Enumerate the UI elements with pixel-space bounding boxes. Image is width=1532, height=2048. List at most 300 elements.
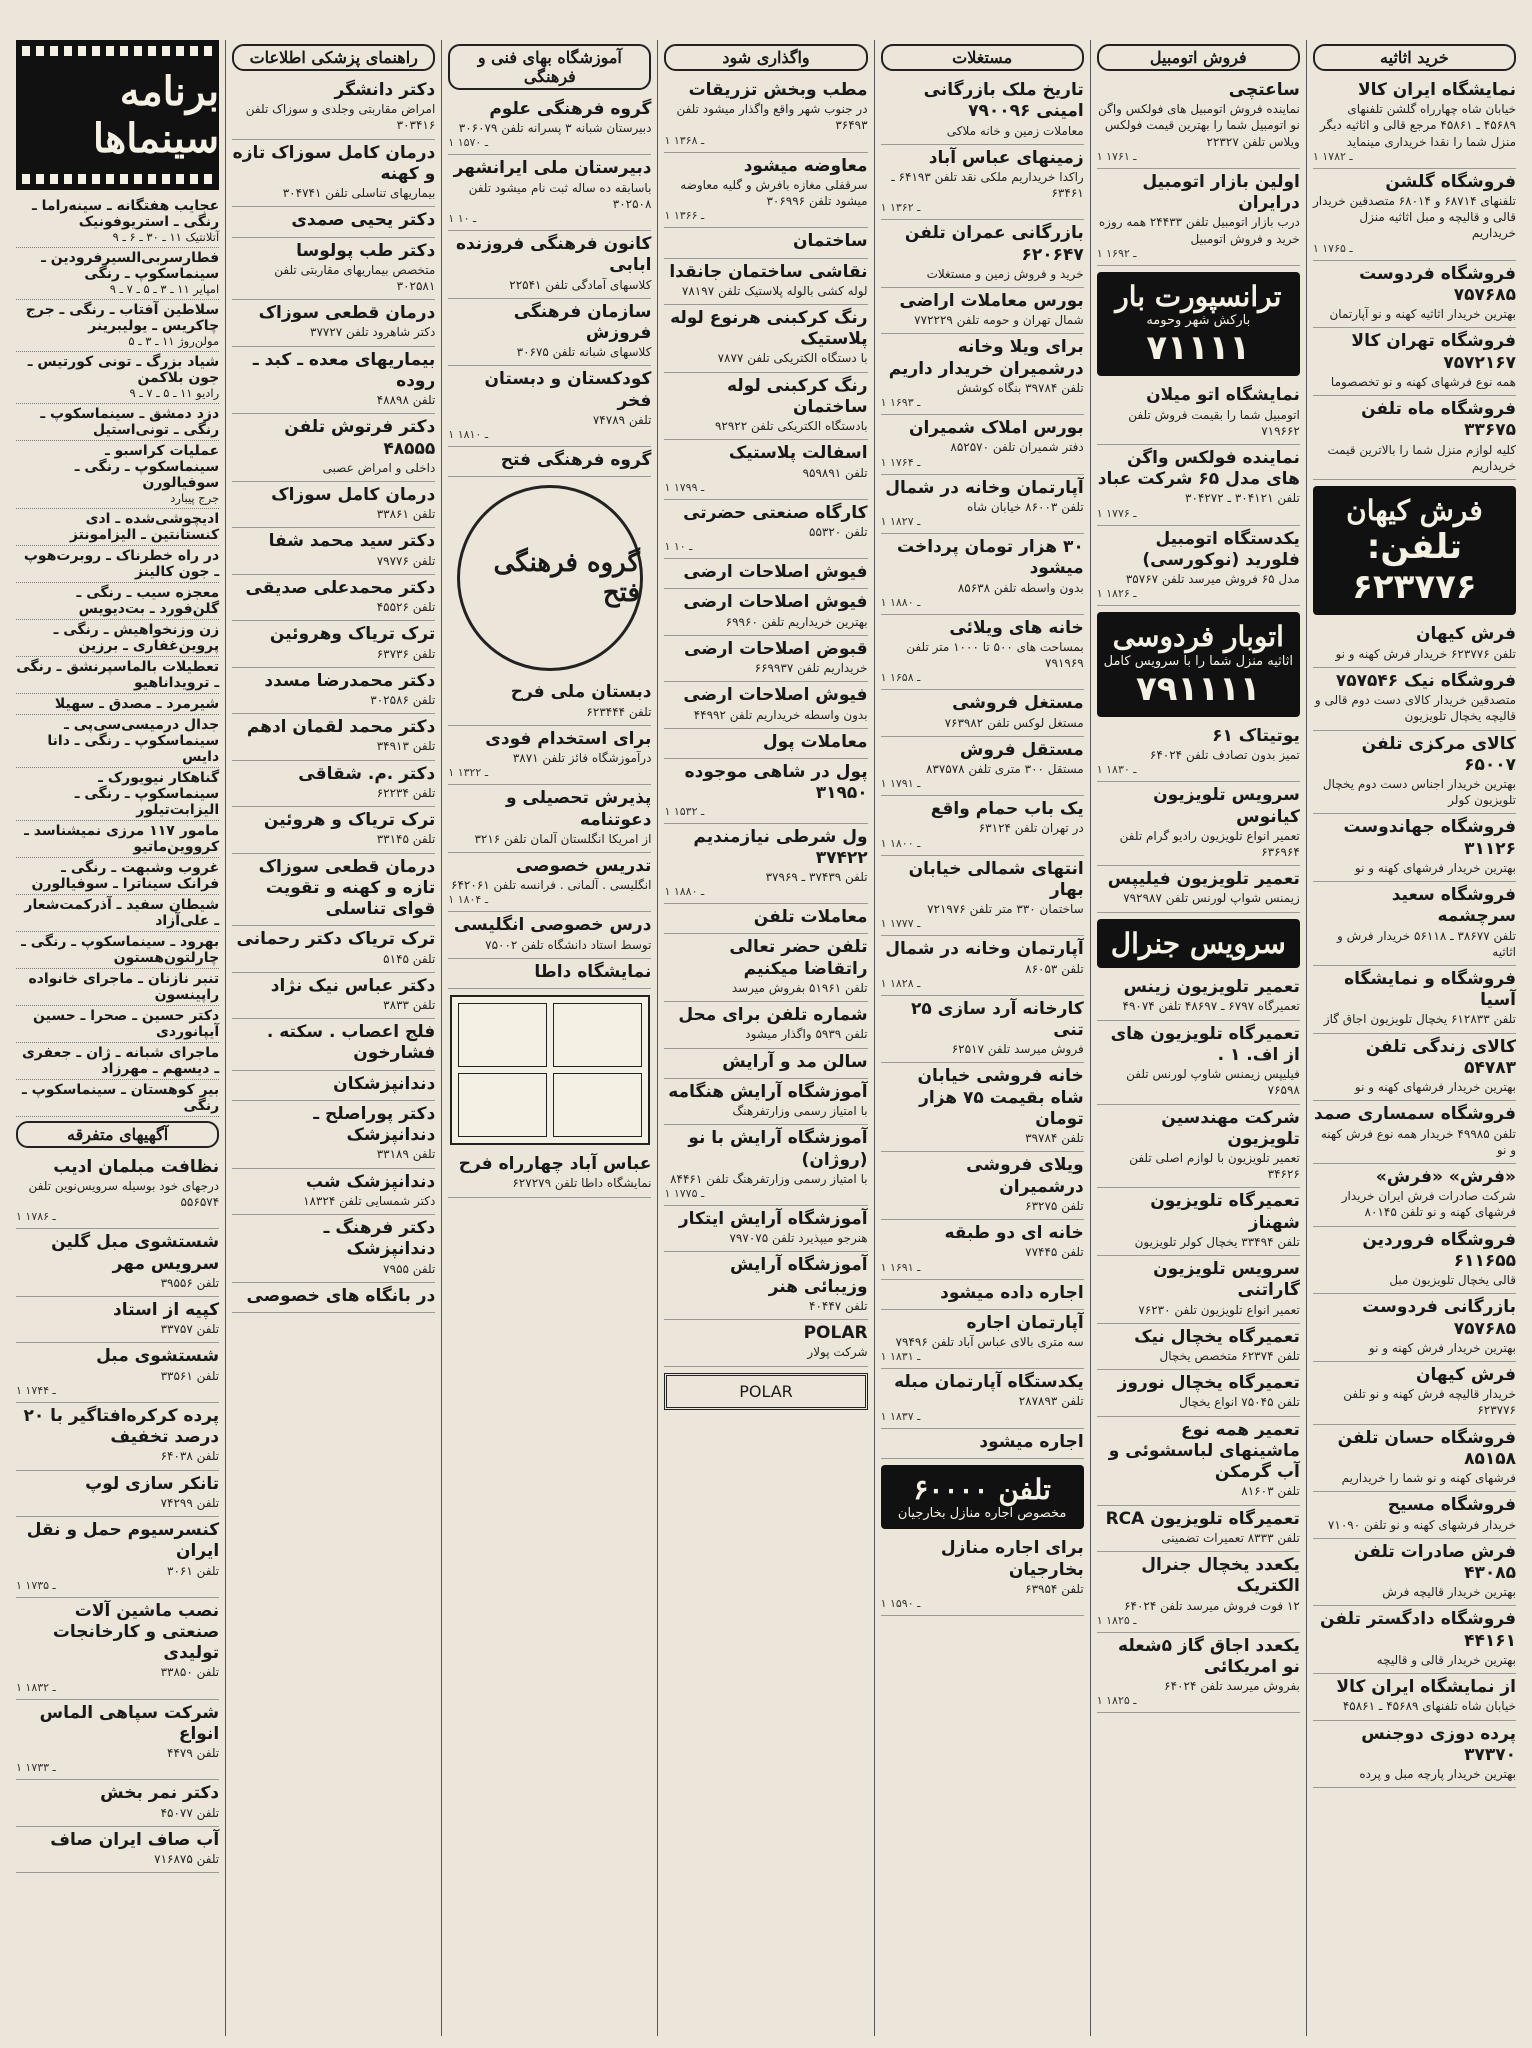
listing-item — [664, 934, 867, 1002]
listing-title: فروشگاه گلشن — [1385, 171, 1516, 192]
listing-body: تلفن ۶۲۳۷۷۶ خریدار فرش کهنه و نو — [1335, 646, 1516, 661]
listing-body: تعمیر انواع تلویزیون رادیو گرام تلفن ۶۳۶۹۶۴ — [1119, 828, 1300, 859]
listing-title: دکتر عباس نیک نژاد — [270, 975, 436, 996]
listing-code: ۱ ـ ۱۸۳۲ — [16, 1680, 56, 1694]
film-strip-top — [22, 46, 213, 56]
listing-title: دکتر محمدعلی صدیقی — [245, 577, 436, 598]
transport-display-ad — [1097, 272, 1300, 377]
listing-title: مستقل فروش — [959, 739, 1084, 760]
listing-title: نمایشگاه داطا — [534, 961, 652, 982]
listing-title: فروشگاه و نمایشگاه آسیا — [1344, 968, 1516, 1011]
listing-body: تلفن ۶۳۷۳۶ — [376, 646, 436, 661]
cinema-listing — [16, 657, 219, 694]
listing-body: تلفن ۴۹۹۸۵ خریدار همه نوع فرش کهنه و نو — [1320, 1126, 1516, 1157]
listing-item — [232, 140, 435, 208]
cinema-title-text: برنامه سینماها — [92, 68, 220, 162]
listing-code: ۱ ـ ۱۳۲۲ — [448, 766, 489, 780]
listing-item — [448, 155, 651, 231]
listing-item — [448, 231, 651, 299]
listing-body: دفتر شمیران تلفن ۸۵۲۵۷۰ — [950, 440, 1084, 455]
listing-body: تلفن ۳۰۶۱ — [167, 1563, 220, 1578]
listing-body: بفروش میرسد تلفن ۶۴۰۲۴ — [1164, 1679, 1300, 1694]
cinema-listing — [16, 300, 219, 352]
listing-title: ویلای فروشی درشمیران — [966, 1155, 1084, 1197]
listing-body: بدون واسطه تلفن ۸۵۶۳۸ — [957, 580, 1084, 595]
cinema-listing — [16, 768, 219, 821]
listing-body: فرشهای کهنه و نو شما را خریداریم — [1341, 1471, 1516, 1486]
listing-item — [1097, 1188, 1300, 1256]
listing-title: فروشگاه مسیح — [1387, 1495, 1516, 1516]
listing-item — [881, 288, 1084, 334]
listing-title: دکتر .م. شقاقی — [298, 763, 436, 784]
listing-title: بورس معاملات اراضی — [899, 291, 1084, 311]
listing-title: فروشگاه تهران کالا ۷۵۷۲۱۶۷ — [1351, 331, 1516, 373]
listing-item — [1313, 731, 1516, 815]
listing-title: تانکر سازی لوپ — [85, 1473, 220, 1494]
listing-item — [664, 636, 867, 682]
listing-title: کپیه از استاد — [113, 1300, 220, 1320]
listing-body: بمساحت های ۵۰۰ تا ۱۰۰۰ متر تلفن ۷۹۱۹۶۹ — [906, 639, 1084, 671]
movie-title: گناهکار نیویورک ـ سینماسکوپ ـ رنگی ـ الیزابت‌تیلور — [74, 769, 220, 818]
movie-title: عجایب هفتگانه ـ سینه‌راما ـ رنگی ـ استریوفونیک — [31, 198, 220, 230]
movie-title: دزد دمشق ـ سینماسکوپ ـ رنگی ـ تونی‌استیل — [40, 405, 220, 438]
listing-item — [881, 1220, 1084, 1279]
listing-title: سالن مد و آرایش — [722, 1051, 868, 1072]
listing-code: ۱ ـ ۱۸۰۴ — [448, 893, 489, 907]
listing-body: تلفن ۶۴۰۳۸ — [160, 1449, 220, 1464]
movie-title: مامور ۱۱۷ مرزی نمیشناسد ـ کرووین‌ماتیو — [24, 822, 220, 855]
listing-item — [881, 1063, 1084, 1152]
listing-body: کلاسهای شبانه تلفن ۳۰۶۷۵ — [516, 345, 652, 360]
listing-body: خرید و فروش زمین و مستغلات — [926, 266, 1084, 281]
listing-body: تلفن ۷۷۴۴۵ — [1025, 1245, 1084, 1260]
listing-body: بهترین خریدار اثاثیه کهنه و نو آپارتمان — [1329, 307, 1516, 322]
listing-title: آموزشگاه آرایش وزیبائی هنر — [729, 1255, 868, 1297]
listing-title: پرده دوزی دوجنس ۳۷۳۷۰ — [1361, 1723, 1516, 1765]
listing-item — [664, 1206, 867, 1252]
listing-body: امراض مقاربتی وجلدی و سوزاک تلفن ۳۰۳۴۱۶ — [245, 102, 436, 133]
listing-title: شرکت سپاهی الماس انواع — [39, 1702, 220, 1744]
listing-item — [1097, 1506, 1300, 1552]
listing-body: لوله کشی بالوله پلاستیک تلفن ۷۸۱۹۷ — [681, 283, 868, 298]
listing-item — [1097, 1633, 1300, 1714]
listing-code: ۱ ـ ۱۷۸۶ — [16, 1210, 56, 1224]
listing-title: رنگ کرکبنی هرنوع لوله پلاستیک — [670, 307, 868, 350]
listing-title: فروشگاه نیک ۷۵۷۵۴۶ — [1335, 670, 1516, 691]
listing-body: بهترین خریدار اجناس دست دوم یخچال تلویزیون کولر — [1322, 777, 1516, 808]
movie-title: ادیچوشی‌شده ـ ادی کنستانتین ـ الیزامونتز — [69, 510, 220, 543]
listing-item — [16, 1517, 219, 1598]
movie-title: در راه خطرناک ـ روبرت‌هوپ ـ جون کالینز — [23, 547, 220, 580]
listing-title: کارگاه صنعتی حضرتی — [683, 502, 868, 523]
listing-body: تلفن ۶۳۲۷۵ — [1025, 1198, 1084, 1213]
listing-title: گروه فرهنگی فتح — [500, 450, 652, 471]
listing-body: خریدار قالیچه فرش کهنه و نو تلفن ۶۲۳۷۷۶ — [1343, 1387, 1516, 1418]
movie-title: شیرمرد ـ مصدق ـ سهیلا — [54, 695, 220, 712]
listing-body: نماینده فروش اتومبیل های فولکس واگن نو اتومبیل شما را بهترین قیمت فولکس ویلاس تلفن ۲۲۳۲۷ — [1098, 102, 1300, 149]
column-5 — [441, 40, 657, 2036]
listing-body: تلفن ۳۴۹۱۳ — [376, 739, 436, 754]
listing-item — [232, 621, 435, 667]
listing-title: اجاره میشود — [979, 1431, 1084, 1452]
listing-item — [1313, 1721, 1516, 1789]
section-head: فروش اتومبیل — [1097, 44, 1300, 71]
listing-title: دبیرستان ملی ایرانشهر — [453, 158, 652, 179]
listing-code: ۱ ـ ۱۶۹۳ — [880, 396, 921, 410]
listing-body: دکتر شاهرود تلفن ۳۷۷۲۷ — [310, 325, 436, 340]
listing-title: اولین بازار اتومبیل درایران — [1142, 171, 1300, 214]
general-service-ad — [1097, 919, 1300, 969]
listing-body: بهترین خریدار فرشهای کهنه و نو — [1354, 860, 1516, 875]
listing-title: دکتر دانشگر — [334, 80, 436, 100]
listing-body: درب بازار اتومبیل تلفن ۲۴۴۳۳ همه روزه خرید و فروش اتومبیل — [1098, 215, 1300, 246]
fath-seal-emblem: گروه فرهنگی فتح — [457, 485, 643, 671]
listing-body: تلفن ۳۸۶۷۷ ـ ۵۶۱۱۸ خریدار فرش و اثاثیه — [1336, 928, 1516, 959]
listing-body: بهترین خریدار فرشهای کهنه و نو — [1354, 1080, 1516, 1095]
listing-title: تعمیرگاه تلویزیون شهناز — [1150, 1191, 1300, 1233]
listing-title: نمایشگاه ایران کالا — [1357, 80, 1516, 100]
listing-title: آموزشگاه آرایش با نو (روژان) — [688, 1128, 868, 1170]
listing-title: شستشوی مبل — [96, 1346, 220, 1367]
movie-title: تعطیلات بالماسپرنشق ـ رنگی ـ ترویدانا‌هیو — [16, 658, 220, 691]
listing-item — [881, 1152, 1084, 1220]
listing-body: در تهران تلفن ۶۳۱۲۴ — [978, 821, 1084, 836]
ferdowsi-display-ad — [1097, 612, 1300, 717]
listing-body: تلفن ۶۲۳۷۴ متخصص یخچال — [1159, 1349, 1300, 1364]
listing-item — [232, 238, 435, 301]
listing-title: دکتر طب پولوسا — [296, 240, 436, 261]
listing-title: آموزشگاه آرایش هنگامه — [668, 1081, 868, 1102]
listing-title: تعمیرگاه یخچال نیک — [1134, 1326, 1300, 1347]
listing-title: دکتر نمر بخش — [100, 1783, 220, 1804]
listing-body: با امتیاز رسمی وزارتفرهنگ تلفن ۸۴۴۶۱ — [670, 1171, 868, 1186]
cinema-listing — [16, 715, 219, 768]
section-head: خرید اثاثیه — [1313, 44, 1516, 71]
listing-title: درس خصوصی انگلیسی — [453, 915, 652, 936]
movie-title: سلاطین آفتاب ـ رنگی ـ جرج چاکریس ـ یولیبرینر — [25, 301, 220, 334]
listing-item — [16, 1297, 219, 1343]
listing-item — [664, 77, 867, 153]
listing-item — [664, 759, 867, 824]
listing-body: تلفن ۴۸۸۹۸ — [376, 393, 436, 408]
listing-title: یکعدد یخچال جنرال الکتریک — [1141, 1555, 1300, 1597]
listing-item — [1313, 1362, 1516, 1425]
listing-title: نمایشگاه اتو میلان — [1146, 385, 1300, 406]
listing-code: ۱ ـ ۱۷۴۴ — [16, 1383, 56, 1397]
cinema-listing — [16, 441, 219, 509]
listing-title: نظافت مبلمان ادیب — [53, 1156, 220, 1177]
listing-item — [232, 807, 435, 853]
movie-title: عملیات کراسبو ـ سینماسکوپ ـ رنگی ـ سوفیالورن — [74, 442, 220, 491]
listing-title: POLAR — [803, 1323, 868, 1344]
listing-item — [448, 912, 651, 958]
listing-code: ۱ ـ ۱۸۲۵ — [1096, 1613, 1137, 1627]
listing-title: دندانپزشکان — [333, 1073, 436, 1094]
listing-item — [881, 690, 1084, 736]
movie-title: شیطان سفید ـ آذرکمت‌شعار ـ علی‌آزاد — [24, 896, 220, 929]
column-3 — [874, 40, 1090, 2036]
cinema-listing — [16, 694, 219, 715]
listing-item — [232, 414, 435, 482]
listing-item — [1097, 1370, 1300, 1416]
listing-body: فروش میرسد تلفن ۶۲۵۱۷ — [951, 1042, 1084, 1057]
listing-body: تلفن ۴۵۵۲۶ — [376, 600, 436, 615]
listing-body: تلفن ۴۵۰۷۷ — [160, 1805, 220, 1820]
listing-item — [232, 347, 435, 415]
listing-body: مستغل لوکس تلفن ۷۶۳۹۸۲ — [944, 715, 1084, 730]
listing-item — [1313, 668, 1516, 731]
cabinet-door — [553, 1003, 642, 1067]
listing-item — [1313, 1492, 1516, 1538]
listing-title: اسفالت پلاستیک — [728, 443, 868, 464]
listing-title: فروشگاه فردوست ۷۵۷۶۸۵ — [1359, 263, 1516, 305]
listing-title: ۳۰ هزار تومان پرداخت میشود — [897, 537, 1084, 579]
listing-code: ۱ ـ ۱۸۸۰ — [880, 595, 921, 609]
listing-item — [1097, 1417, 1300, 1506]
movie-title: تنبر نازنان ـ ماجرای خانواده راپینسون — [28, 970, 220, 1003]
listing-title: شرکت مهندسین تلویزیون — [1161, 1107, 1300, 1149]
listing-item — [664, 259, 867, 305]
listing-item — [448, 447, 651, 477]
listing-body: معاملات زمین و خانه ملاکی — [946, 123, 1084, 138]
cinema-listing — [16, 620, 219, 657]
listing-body: تلفن ۳۹۵۵۶ — [160, 1275, 220, 1290]
listing-code: ۱ ـ ۱۸۳۷ — [880, 1409, 921, 1423]
listing-item — [232, 1169, 435, 1215]
listing-body: بهترین خریدار قالی و قالیچه — [1376, 1652, 1516, 1667]
listing-title: کنسرسیوم حمل و نقل ایران — [26, 1520, 220, 1562]
listing-title: تعمیر تلویزیون زینس — [1123, 977, 1300, 998]
kayhan-display-ad-phone: تلفن: ۶۲۳۷۷۶ — [1352, 527, 1477, 608]
listing-body: مستقل ۳۰۰ متری تلفن ۸۳۷۵۷۸ — [925, 762, 1084, 776]
column-6 — [225, 40, 441, 2036]
listing-item — [881, 1535, 1084, 1616]
listing-title: یک باب حمام واقع — [930, 799, 1084, 820]
listing-body: تلفن ۷۹۷۷۶ — [376, 553, 436, 568]
listing-item — [881, 856, 1084, 937]
cinema-listing — [16, 546, 219, 583]
listing-body: توسط استاد دانشگاه تلفن ۷۵۰۰۲ — [485, 937, 652, 952]
cinema-listing — [16, 1043, 219, 1080]
listing-body: فیلیپس زیمنس شاوپ لورنس تلفن ۷۶۵۹۸ — [1126, 1067, 1300, 1098]
listing-body: بهترین خریداریم تلفن ۶۹۹۶۰ — [725, 614, 868, 629]
movie-title: دکتر حسین ـ صحرا ـ حسین آیپانوردی — [33, 1007, 220, 1040]
listing-item — [664, 824, 867, 905]
movie-title: جدال درمیسی‌سی‌پی ـ سینماسکوپ ـ رنگی ـ دانا دایس — [47, 716, 220, 765]
listing-body: متصدقین خریدار کالای دست دوم قالی و قالیچه یخچال تلویزیون — [1314, 693, 1516, 724]
listing-body: تلفن ۷۴۷۸۹ — [592, 412, 652, 427]
listing-item — [1097, 77, 1300, 169]
listing-item — [881, 737, 1084, 796]
listing-title: زمینهای عباس آباد — [928, 147, 1084, 168]
listing-item — [448, 96, 651, 155]
listing-title: فرش کیهان — [1415, 1364, 1516, 1385]
listing-title: تلفن حضر تعالی راتقاضا میکنیم — [729, 937, 868, 979]
cinema-listing — [16, 858, 219, 895]
listing-title: تعمیرگاه تلویزیون RCA — [1105, 1508, 1300, 1529]
general-service-ad-title: سرویس جنرال — [1110, 926, 1286, 960]
listing-item — [881, 475, 1084, 534]
listing-body: تلفن ۳۳۸۵۰ — [160, 1665, 220, 1680]
listing-code: ۱ ـ ۱۸۳۱ — [880, 1350, 921, 1364]
listing-body: تلفن ۳۰۴۱۲۱ ـ ۳۰۴۲۷۲ — [1185, 491, 1300, 506]
listing-item — [664, 1049, 867, 1079]
cabinet-door — [458, 1073, 547, 1137]
cinema-listing — [16, 895, 219, 932]
cinema-listing — [16, 509, 219, 546]
listing-item — [881, 415, 1084, 474]
listing-item — [16, 1827, 219, 1873]
listing-title: ترک تریاک وهروئین — [269, 624, 436, 645]
ferdowsi-display-ad-subtitle: اثاثیه منزل شما را با سرویس کامل — [1103, 653, 1293, 669]
listing-item — [1097, 1324, 1300, 1370]
listing-code: ۱ ـ ۱۷۷۶ — [1096, 506, 1137, 520]
polar-ad — [664, 1373, 867, 1410]
listing-item — [232, 668, 435, 714]
listing-item — [232, 854, 435, 927]
listing-body: قالی یخچال تلویزیون مبل — [1389, 1273, 1516, 1288]
listing-code: ۱ ـ ۱۵۳۲ — [664, 804, 705, 818]
listing-code: ۱ ـ ۱۶۵۸ — [880, 671, 921, 685]
movie-title: معجزه سیب ـ رنگی ـ گلن‌فورد ـ بت‌دیویس — [76, 584, 220, 617]
kayhan-display-ad-title: فرش کیهان — [1346, 493, 1483, 527]
listing-item — [1313, 966, 1516, 1034]
listing-item — [1313, 1034, 1516, 1102]
movie-title: زن وزنخواهیش ـ رنگی ـ پروین‌غفاری ـ برزین — [53, 621, 220, 654]
listing-code: ۱ ـ ۱۷۳۳ — [16, 1761, 56, 1775]
section-head: آموزشگاه بهای فنی و فرهنگی — [448, 44, 651, 90]
cabinet-door — [458, 1003, 547, 1067]
column-7 — [10, 40, 225, 2036]
listing-body: تلفن ۷۱۶۸۷۵ — [154, 1852, 220, 1866]
listing-title: فروشگاه فروردین ۶۱۱۶۵۵ — [1362, 1229, 1516, 1271]
listing-item — [664, 1320, 867, 1366]
listing-title: سرویس تلویزیون کیانوس — [1153, 785, 1300, 827]
listing-title: رنگ کرکبنی لوله ساختمان — [727, 375, 868, 417]
column-1 — [1306, 40, 1522, 2036]
listing-body: اتومبیل شما را بقیمت فروش تلفن ۷۱۹۶۶۲ — [1128, 407, 1300, 438]
listing-item — [664, 153, 867, 229]
listing-body: تلفن ۶۲۲۳۴ — [376, 785, 436, 800]
listing-code: ۱ ـ ۱۷۷۷ — [880, 917, 921, 931]
listing-item — [881, 77, 1084, 145]
listing-item — [448, 1151, 651, 1197]
listing-item — [881, 1310, 1084, 1369]
listing-body: راکدا خریداریم ملکی نقد تلفن ۶۴۱۹۳ ـ ۶۳۴۶۱ — [891, 169, 1084, 201]
listing-code: ۱ ـ ۱۵۷۰ — [448, 136, 489, 150]
listing-item — [1097, 382, 1300, 445]
transport-display-ad-title: ترانسپورت بار — [1115, 279, 1282, 313]
listing-body: تلفن ۳۳۵۶۱ — [160, 1368, 220, 1383]
listing-title: تدریس خصوصی — [515, 855, 652, 876]
listing-title: بازرگانی عمران تلفن ۶۲۰۶۴۷ — [904, 223, 1084, 265]
listing-title: آپارتمان وخانه در شمال — [885, 939, 1084, 960]
listing-title: نقاشی ساختمان جانقدا — [669, 261, 868, 282]
listing-title: درمان قطعی سوزاک تازه و کهنه و تقویت قوای تناسلی — [258, 856, 436, 919]
listing-item — [881, 534, 1084, 615]
listing-item — [1097, 1256, 1300, 1324]
listing-title: دبستان ملی فرح — [510, 682, 652, 703]
listing-item — [16, 1154, 219, 1230]
listing-item — [448, 726, 651, 785]
listing-body: تلفن ۸۳۳۳ تعمیرات تضمینی — [1161, 1530, 1300, 1545]
listing-title: فروشگاه ماه تلفن ۳۳۶۷۵ — [1361, 399, 1516, 441]
listing-item — [232, 1215, 435, 1283]
listing-body: شمال تهران و حومه تلفن ۷۷۲۲۲۹ — [914, 313, 1084, 328]
misc-section-head: آگهیهای متفرقه — [16, 1121, 219, 1148]
movie-title: ماجرای شبانه ـ ژان ـ جعفری ـ دیسهم ـ مهرزاد — [21, 1044, 220, 1077]
listing-title: دکتر پوراصلح ـ دندانپزشک — [313, 1103, 436, 1146]
listing-item — [1313, 621, 1516, 667]
listing-body: تلفن ۵۵۳۲۰ — [809, 525, 868, 539]
listing-item — [664, 305, 867, 373]
listing-title: ساختمان — [792, 231, 868, 252]
listing-item — [16, 1598, 219, 1700]
listing-body: دکتر شمسایی تلفن ۱۸۳۲۴ — [303, 1193, 436, 1208]
listing-body: درجهای خود بوسیله سرویس‌نوین تلفن ۵۵۶۵۷۴ — [28, 1178, 220, 1210]
listing-code: ۱ ـ ۱۶۹۱ — [880, 1260, 921, 1274]
listing-title: کودکستان و دبستان فخر — [484, 369, 652, 411]
listing-code: ۱ ـ ۱۸۱۰ — [448, 428, 489, 442]
listing-body: شرکت پولار — [807, 1345, 868, 1360]
listing-title: دندانپزشک شب — [305, 1171, 436, 1192]
listing-item — [881, 1280, 1084, 1310]
polar-ad-title: POLAR — [739, 1381, 793, 1401]
listing-body: تلفن ۳۷۴۳۹ ـ ۳۷۹۶۹ — [765, 870, 868, 884]
listing-body: سه متری بالای عباس آباد تلفن ۷۹۴۹۶ — [895, 1335, 1084, 1349]
listing-code: ۱ ـ ۱۷۶۱ — [1096, 149, 1137, 163]
listing-title: دکتر یحیی صمدی — [291, 210, 436, 231]
cinema-listing — [16, 248, 219, 300]
listing-body: تلفن ۳۸۳۳ — [383, 997, 436, 1012]
listing-title: قبوض اصلاحات ارضی — [684, 638, 868, 659]
cinema-listing — [16, 352, 219, 404]
listing-body: با امتیاز رسمی وزارتفرهنگ — [732, 1104, 868, 1119]
listing-item — [232, 973, 435, 1019]
listing-body: کلیه لوازم منزل شما را بالاترین قیمت خریداریم — [1327, 442, 1516, 473]
listing-title: مستغل فروشی — [952, 693, 1084, 714]
listing-body: تلفن ۶۲۳۴۴۴ — [586, 704, 652, 719]
listing-item — [232, 77, 435, 140]
listing-item — [1313, 1227, 1516, 1295]
listing-title: شستشوی مبل گلین سرویس مهر — [51, 1232, 220, 1274]
listing-item — [1097, 782, 1300, 866]
listing-title: شماره تلفن برای محل — [678, 1005, 868, 1026]
listing-title: کارخانه آرد سازی ۲۵ تنی — [911, 998, 1084, 1040]
listing-code: ۱ ـ ۱۵۹۰ — [880, 1597, 921, 1611]
listing-body: بهترین خریدار پارچه مبل و پرده — [1359, 1767, 1516, 1782]
listing-code: ۱ ـ ۱۳۶۶ — [664, 209, 705, 223]
listing-body: تلفن ۲۸۷۸۹۳ — [1018, 1394, 1084, 1409]
listing-title: از نمایشگاه ایران کالا — [1336, 1677, 1516, 1698]
movie-title: شیاد بزرگ ـ تونی کورتیس ـ جون بلاکمن — [27, 353, 220, 386]
listing-body: تلفن ۹۵۹۸۹۱ — [802, 465, 868, 480]
listing-body: تلفن ۷۵۰۴۵ انواع یخچال — [1179, 1395, 1300, 1410]
listing-title: فروشگاه جهاندوست ۳۱۱۲۶ — [1343, 817, 1516, 859]
listing-title: فلج اعصاب . سکته . فشارخون — [266, 1022, 436, 1064]
listing-item — [232, 1071, 435, 1101]
listing-title: ترک تریاک و هروئین — [263, 810, 436, 831]
listing-body: تلفن ۳۳۱۴۵ — [376, 832, 436, 847]
cabinet-door — [553, 1073, 642, 1137]
listing-title: درمان کامل سوزاک — [271, 485, 436, 505]
listing-body: با دستگاه الکتریکی تلفن ۷۸۷۷ — [717, 351, 868, 366]
listing-code: ۱ ـ ۱۸۲۶ — [1096, 587, 1137, 601]
listing-title: یکعدد اجاق گاز ۵شعله نو امریکائی — [1118, 1635, 1300, 1677]
listing-item — [1313, 882, 1516, 966]
cinema-listing — [16, 932, 219, 969]
listing-title: فروشگاه سمساری صمد — [1314, 1104, 1516, 1125]
